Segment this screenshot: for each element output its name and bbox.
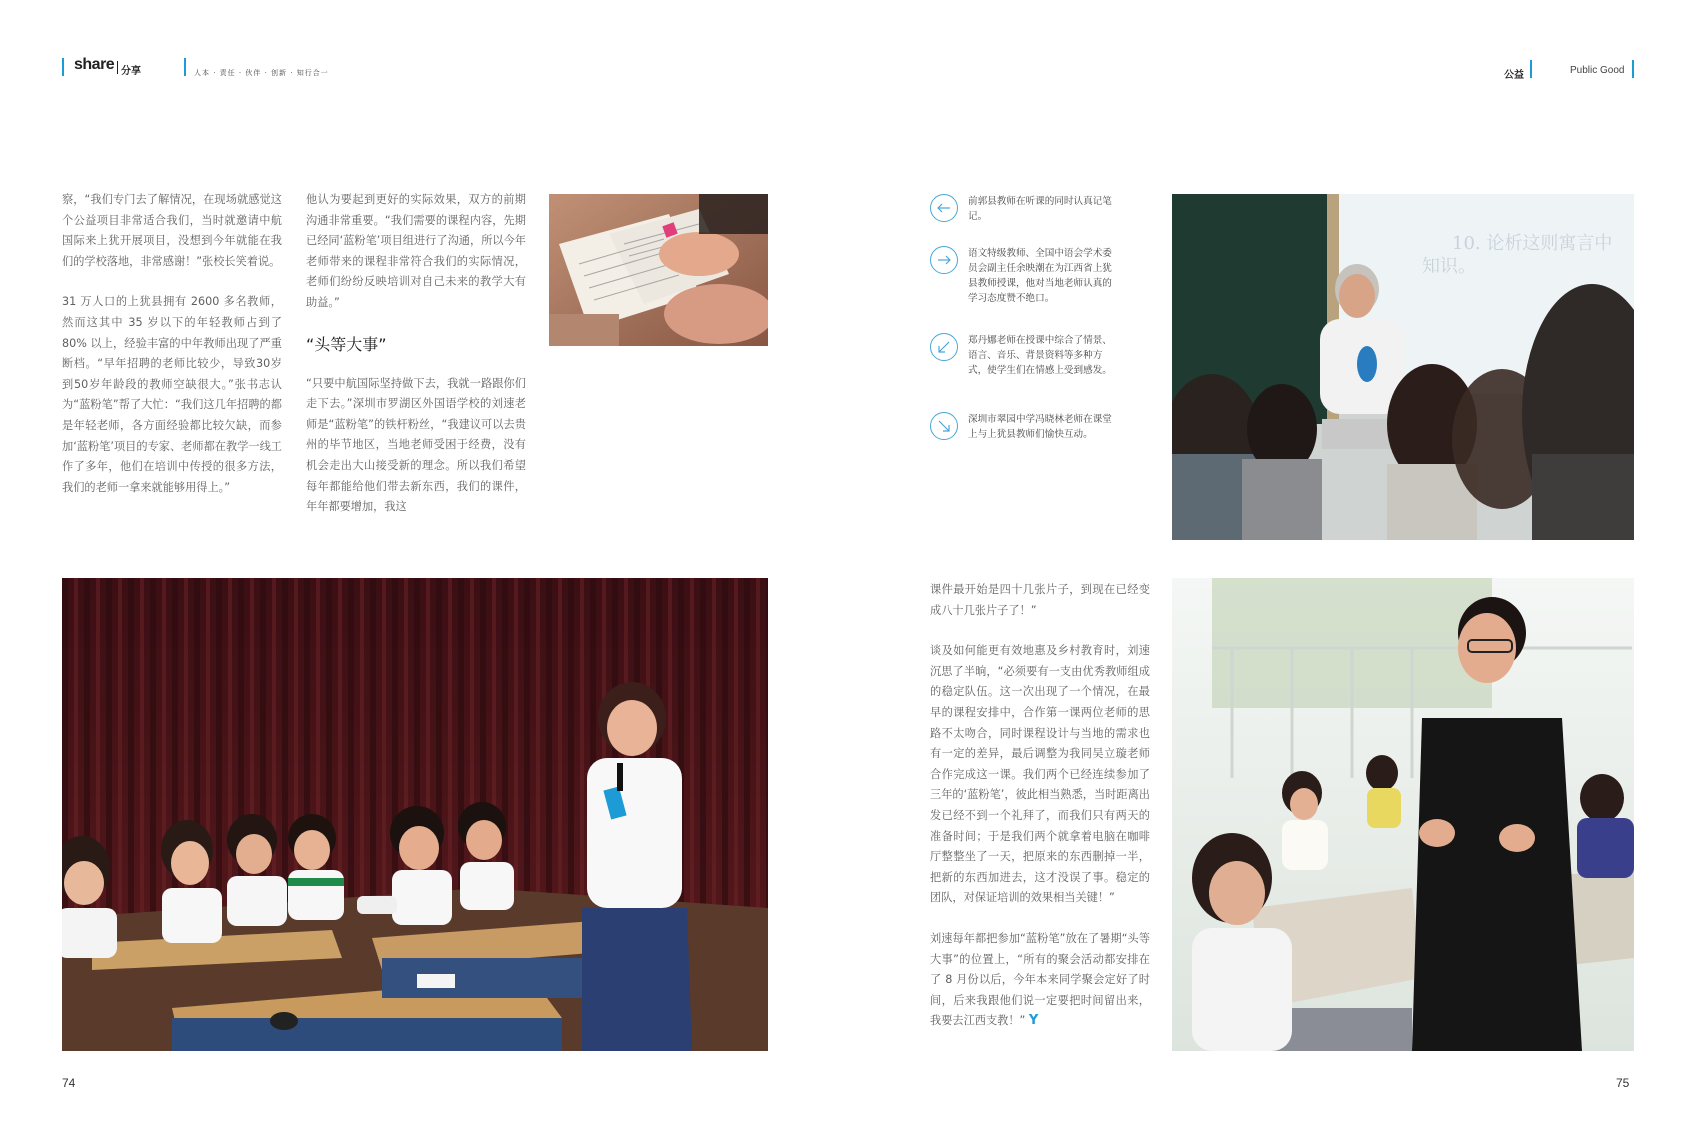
arrow-down-right-icon [930,412,958,440]
left-column-1 [62,190,282,518]
right-col-para-1: 课件最开始是四十几张片子，到现在已经变成八十几张片子了！” [930,583,1150,617]
caption-4-text: 深圳市翠园中学冯晓林老师在课堂上与上犹县教师们愉快互动。 [968,414,1112,440]
caption-1 [930,194,1116,224]
header-share-cn: 分享 [121,66,141,77]
left-column-2 [306,190,526,538]
left-col1-para-2: 31 万人口的上犹县拥有 2600 多名教师，然而这其中 35 岁以下的年轻教师占到了 80% 以上，经验丰富的中年教师出现了严重断档。“早年招聘的老师比较少，导致30岁到50岁年龄段的教师空缺很大。”张书志认为“蓝粉笔”帮了大忙：“我们这几年招聘的都是年轻老师，各方面经验都比较欠缺，而参加‘蓝粉笔’项目的专家、老师都在教学一线工作了多年，他们在培训中传授的很多方法，我们的老师一拿来就能够用得上。” [62,295,282,494]
caption-3-text: 郑丹娜老师在授课中综合了情景、语言、音乐、背景资料等多种方式，使学生们在情感上受到感发。 [968,335,1112,376]
photo-note-taking [549,194,768,346]
left-col2-para-2: “只要中航国际坚持做下去，我就一路跟你们走下去。”深圳市罗湖区外国语学校的刘速老师是“蓝粉笔”的铁杆粉丝，“我建议可以去贵州的毕节地区，当地老师受困于经费，没有机会走出大山接受新的理念。所以我们希望每年都能给他们带去新东西，我们的课件，年年都要增加，我这 [306,376,526,514]
caption-1-text: 前郭县教师在听课的同时认真记笔记。 [968,196,1112,222]
caption-2-text: 语文特级教师、全国中语会学术委员会副主任余映潮在为江西省上犹县教师授课，他对当地老师认真的学习态度赞不绝口。 [968,248,1112,304]
photo-teacher-interaction [1172,578,1634,1051]
caption-4 [930,412,1116,442]
caption-2 [930,246,1116,306]
right-col-para-3 [930,929,1150,1032]
chalkboard-line-1: 10. 论析这则寓言中 [1452,233,1613,254]
header-share-word: share [74,56,115,73]
header-bracket-end [1632,60,1634,78]
arrow-down-left-icon [930,333,958,361]
arrow-left-icon [930,194,958,222]
page-number-left: 74 [62,1076,76,1090]
header-bracket-left [62,58,64,76]
section-heading: “头等大事” [306,334,387,354]
right-column [930,580,1150,1032]
page-number-right: 75 [1616,1076,1630,1090]
left-col2-para-1: 他认为要起到更好的实际效果，双方的前期沟通非常重要。“我们需要的课程内容，先期已经同‘蓝粉笔’项目组进行了沟通，所以今年老师带来的课程非常符合我们的实际情况，老师们纷纷反映培训对自己未来的教学大有助益。” [306,193,526,309]
header-bracket-tagline [184,58,186,76]
header-section-cn: 公益 [1504,70,1524,81]
right-col-para-2: 谈及如何能更有效地惠及乡村教育时，刘速沉思了半晌，“必须要有一支由优秀教师组成的稳定队伍。这一次出现了一个情况，在最早的课程安排中，合作第一课两位老师的思路不太吻合，同时课程设计与当地的需求也有一定的差异，最后调整为我同吴立璇老师合作完成这一课。我们两个已经连续参加了三年的‘蓝粉笔’，彼此相当熟悉，当时距离出发已经不到一个礼拜了，而我们只有两天的准备时间；于是我们两个就拿着电脑在咖啡厅整整坐了一天，把原来的东西删掉一半，把新的东西加进去，这才没误了事。稳定的团队，对保证培训的效果相当关键！” [930,644,1150,905]
photo-classroom-teacher-microphone [62,578,768,1051]
header-section-en: Public Good [1570,65,1625,76]
header-tagline: 人本 · 责任 · 伙伴 · 创新 · 知行合一 [194,69,329,77]
photo-chalkboard-lecture [1172,194,1634,540]
chalkboard-line-2: 知识。 [1422,256,1476,277]
header-divider [117,61,118,74]
header-bracket-section [1530,60,1532,78]
left-col1-para-1: 察，“我们专门去了解情况，在现场就感觉这个公益项目非常适合我们，当时就邀请中航国际来上犹开展项目，没想到今年就能在我们的学校落地，非常感谢！”张校长笑着说。 [62,193,282,268]
caption-3 [930,333,1116,378]
arrow-right-icon [930,246,958,274]
end-mark-icon: Y [1028,1013,1039,1029]
right-col-para-3-text: 刘速每年都把参加“蓝粉笔”放在了暑期“头等大事”的位置上，“所有的聚会活动都安排在了 8 月份以后，今年本来同学聚会定好了时间，后来我跟他们说一定要把时间留出来，我要去江西支教！” [930,931,1150,1028]
